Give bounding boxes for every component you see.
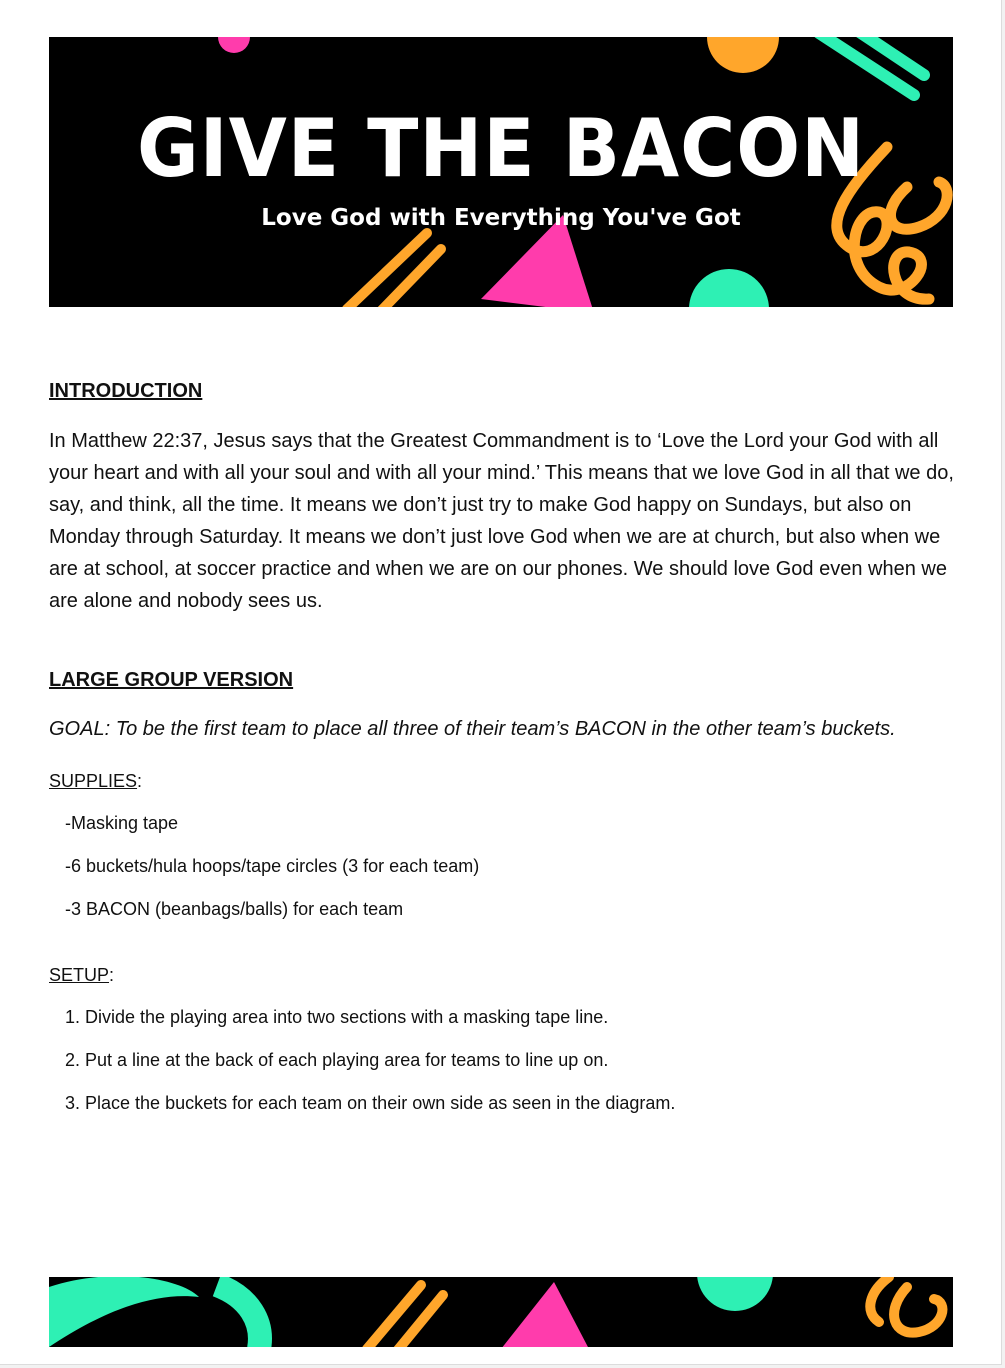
setup-steps (49, 996, 954, 1125)
document-body (49, 380, 954, 1125)
supplies-list (49, 802, 954, 931)
setup-label-text: SETUP (49, 965, 110, 985)
goal-statement: GOAL: To be the first team to place all three of their team’s BACON in the other team’s buckets. (49, 718, 896, 740)
setup-step: 2. Put a line at the back of each playing area for teams to line up on. (65, 1050, 609, 1070)
setup-label: SETUP: (49, 965, 115, 985)
footer-banner (49, 1277, 953, 1347)
supplies-label-text: SUPPLIES (49, 771, 138, 791)
supplies-label: SUPPLIES: (49, 771, 143, 791)
supply-item: -6 buckets/hula hoops/tape circles (3 for each team) (65, 856, 480, 876)
supply-item: -Masking tape (65, 813, 179, 833)
setup-step: 1. Divide the playing area into two sections with a masking tape line. (65, 1007, 609, 1027)
introduction-paragraph: In Matthew 22:37, Jesus says that the Greatest Commandment is to ‘Love the Lord your God with all your heart and with all your soul and with all your mind.’ This means that we love God in all that we do, say, and think, all the time. It means we don’t just try to make God happy on Sundays, but also on Monday through Saturday. It means we don’t just love God when we are at church, but also when we are at school, at soccer practice and when we are on our phones. We should love God even when we are alone and nobody sees us. (49, 430, 954, 612)
supply-item: -3 BACON (beanbags/balls) for each team (65, 899, 404, 919)
footer-decoration (49, 1277, 953, 1347)
large-group-heading: LARGE GROUP VERSION (49, 669, 294, 691)
banner-title: GIVE THE BACON (137, 102, 865, 195)
setup-step: 3. Place the buckets for each team on their own side as seen in the diagram. (65, 1093, 676, 1113)
banner-subtitle: Love God with Everything You've Got (261, 205, 741, 231)
introduction-heading: INTRODUCTION (49, 380, 203, 402)
header-banner (49, 37, 953, 307)
